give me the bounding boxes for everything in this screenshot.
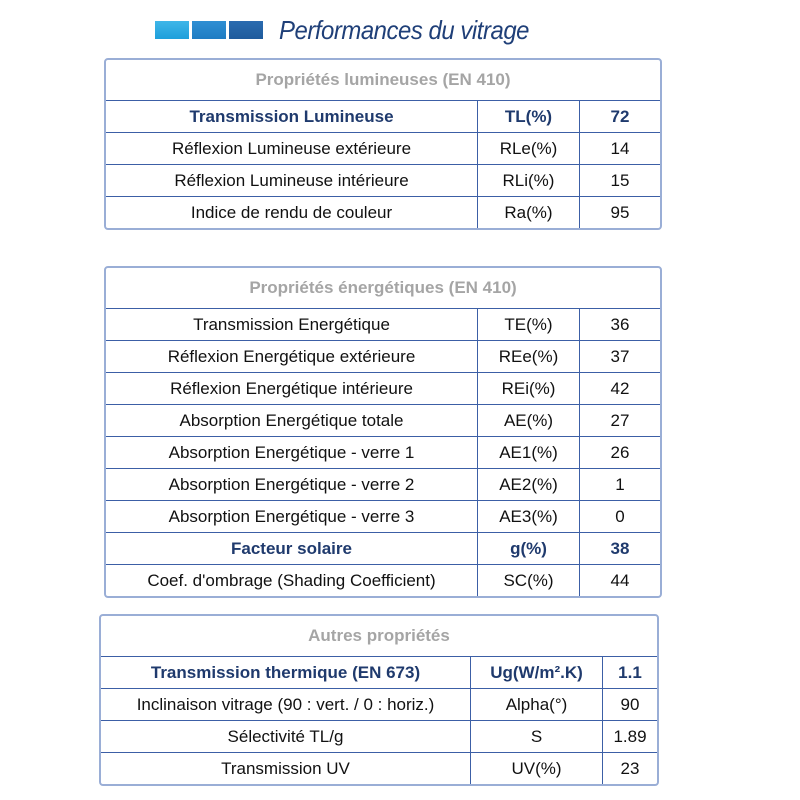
table-caption: Propriétés énergétiques (EN 410) [106,268,660,309]
row-unit: Alpha(°) [471,689,603,721]
row-value: 27 [580,405,660,437]
row-value: 1 [580,469,660,501]
row-value: 23 [620,758,640,778]
luminous-properties-table [104,58,662,230]
row-label: Transmission Energétique [106,309,478,341]
table-row [106,197,660,228]
row-value: 44 [610,570,630,590]
row-unit: AE(%) [478,405,580,437]
row-label: Réflexion Lumineuse extérieure [106,133,478,165]
logo-block-1 [155,21,189,39]
row-unit: Ug(W/m².K) [471,657,603,689]
row-value: 1.1 [603,657,657,689]
row-unit: REe(%) [478,341,580,373]
page-title: Performances du vitrage [279,14,530,45]
row-unit: RLi(%) [478,165,580,197]
row-unit: RLe(%) [478,133,580,165]
row-unit: S [471,721,603,753]
table-row [106,309,660,341]
table-row [101,721,657,753]
row-label: Réflexion Energétique intérieure [106,373,478,405]
table-row [106,341,660,373]
row-value: 90 [603,689,657,721]
row-unit: TL(%) [478,101,580,133]
row-label: Transmission UV [101,753,471,784]
table-caption: Autres propriétés [101,616,657,657]
table-row [106,469,660,501]
row-value: 0 [580,501,660,533]
row-label: Indice de rendu de couleur [106,197,478,228]
row-label: Absorption Energétique - verre 3 [106,501,478,533]
row-label: Absorption Energétique totale [106,405,478,437]
row-value: 42 [580,373,660,405]
row-value: 14 [580,133,660,165]
row-value: 1.89 [603,721,657,753]
table-row [101,689,657,721]
table-row [106,437,660,469]
energy-properties-table [104,266,662,598]
row-value: 38 [580,533,660,565]
row-unit: SC(%) [478,565,580,596]
table-row [106,373,660,405]
row-label: Absorption Energétique - verre 2 [106,469,478,501]
row-value: 37 [580,341,660,373]
table-row [106,533,660,565]
row-label: Réflexion Lumineuse intérieure [106,165,478,197]
header-logo-blocks [155,21,263,39]
row-unit: UV(%) [471,753,603,784]
row-label: Facteur solaire [106,533,478,565]
row-unit: Ra(%) [478,197,580,228]
page-header [155,12,551,48]
row-label: Réflexion Energétique extérieure [106,341,478,373]
row-unit: AE1(%) [478,437,580,469]
table-row [106,101,660,133]
table-row [101,753,657,784]
table-row [101,657,657,689]
table-row [106,165,660,197]
row-label: Sélectivité TL/g [101,721,471,753]
table-row [106,501,660,533]
row-unit: REi(%) [478,373,580,405]
logo-block-3 [229,21,263,39]
table-row [106,405,660,437]
row-label: Inclinaison vitrage (90 : vert. / 0 : horiz.) [101,689,471,721]
row-value: 72 [580,101,660,133]
row-value: 36 [580,309,660,341]
logo-block-2 [192,21,226,39]
row-value: 15 [580,165,660,197]
table-row [106,565,660,596]
row-label: Coef. d'ombrage (Shading Coefficient) [106,565,478,596]
row-value: 95 [610,202,630,222]
row-label: Absorption Energétique - verre 1 [106,437,478,469]
row-unit: AE2(%) [478,469,580,501]
row-label: Transmission Lumineuse [106,101,478,133]
row-unit: g(%) [478,533,580,565]
other-properties-table [99,614,659,786]
row-value: 26 [580,437,660,469]
row-label: Transmission thermique (EN 673) [101,657,471,689]
row-unit: TE(%) [478,309,580,341]
table-caption: Propriétés lumineuses (EN 410) [106,60,660,101]
row-unit: AE3(%) [478,501,580,533]
table-row [106,133,660,165]
